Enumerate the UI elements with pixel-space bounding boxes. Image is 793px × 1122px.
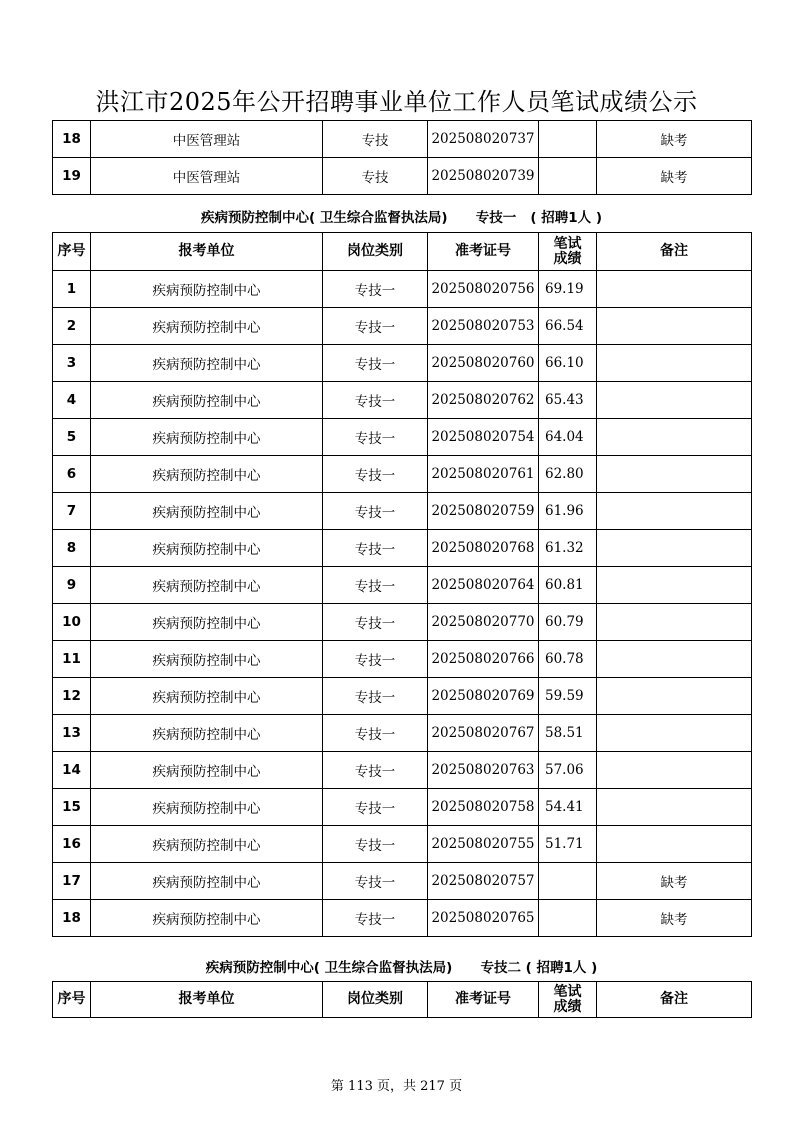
row-score: 51.71	[539, 826, 597, 863]
header-note: 备注	[597, 982, 752, 1018]
section-heading-2	[52, 956, 751, 976]
row-unit: 疾病预防控制中心	[91, 456, 323, 493]
row-note	[597, 641, 752, 678]
row-score: 64.04	[539, 419, 597, 456]
row-note: 缺考	[597, 158, 752, 195]
table-header-row	[53, 982, 752, 1018]
table-row	[53, 715, 752, 752]
row-number: 15	[53, 789, 91, 826]
section-post: 专技二	[480, 960, 521, 976]
row-number: 1	[53, 271, 91, 308]
row-note	[597, 382, 752, 419]
row-exam-id: 202508020756	[428, 271, 539, 308]
row-note	[597, 752, 752, 789]
header-score: 笔试 成绩	[539, 982, 597, 1018]
row-note	[597, 530, 752, 567]
row-score: 66.10	[539, 345, 597, 382]
row-exam-id: 202508020766	[428, 641, 539, 678]
row-exam-id: 202508020769	[428, 678, 539, 715]
row-note	[597, 789, 752, 826]
row-post: 专技一	[323, 826, 428, 863]
row-unit: 疾病预防控制中心	[91, 604, 323, 641]
row-note	[597, 826, 752, 863]
row-post: 专技一	[323, 604, 428, 641]
table-row	[53, 789, 752, 826]
row-number: 13	[53, 715, 91, 752]
row-number: 2	[53, 308, 91, 345]
row-post: 专技	[323, 121, 428, 158]
row-unit: 疾病预防控制中心	[91, 530, 323, 567]
row-score: 54.41	[539, 789, 597, 826]
table-row	[53, 419, 752, 456]
table-row	[53, 530, 752, 567]
row-note	[597, 567, 752, 604]
row-unit: 疾病预防控制中心	[91, 567, 323, 604]
row-post: 专技一	[323, 752, 428, 789]
header-unit: 报考单位	[91, 982, 323, 1018]
row-note	[597, 308, 752, 345]
header-id: 准考证号	[428, 982, 539, 1018]
section-unit: 疾病预防控制中心( 卫生综合监督执法局)	[201, 210, 448, 226]
section-unit: 疾病预防控制中心( 卫生综合监督执法局)	[205, 960, 453, 976]
row-exam-id: 202508020764	[428, 567, 539, 604]
row-note	[597, 419, 752, 456]
row-number: 3	[53, 345, 91, 382]
row-unit: 疾病预防控制中心	[91, 493, 323, 530]
table-row	[53, 900, 752, 937]
row-exam-id: 202508020739	[428, 158, 539, 195]
table-row	[53, 604, 752, 641]
row-note	[597, 715, 752, 752]
row-exam-id: 202508020754	[428, 419, 539, 456]
row-exam-id: 202508020757	[428, 863, 539, 900]
row-exam-id: 202508020758	[428, 789, 539, 826]
row-unit: 疾病预防控制中心	[91, 789, 323, 826]
table-row	[53, 826, 752, 863]
table-row	[53, 271, 752, 308]
row-score: 61.96	[539, 493, 597, 530]
table-row	[53, 158, 752, 195]
row-number: 9	[53, 567, 91, 604]
table-row	[53, 752, 752, 789]
row-number: 11	[53, 641, 91, 678]
row-exam-id: 202508020762	[428, 382, 539, 419]
header-post: 岗位类别	[323, 982, 428, 1018]
row-note: 缺考	[597, 121, 752, 158]
section-quota: ( 招聘1人 )	[525, 960, 598, 976]
row-score	[539, 158, 597, 195]
row-post: 专技一	[323, 271, 428, 308]
row-unit: 疾病预防控制中心	[91, 308, 323, 345]
header-note: 备注	[597, 233, 752, 271]
table-row	[53, 567, 752, 604]
row-number: 4	[53, 382, 91, 419]
section-heading-1	[52, 206, 751, 226]
row-exam-id: 202508020768	[428, 530, 539, 567]
row-post: 专技	[323, 158, 428, 195]
row-score: 60.78	[539, 641, 597, 678]
row-unit: 疾病预防控制中心	[91, 271, 323, 308]
row-unit: 疾病预防控制中心	[91, 641, 323, 678]
row-post: 专技一	[323, 863, 428, 900]
row-unit: 疾病预防控制中心	[91, 752, 323, 789]
row-number: 5	[53, 419, 91, 456]
row-number: 19	[53, 158, 91, 195]
row-note	[597, 604, 752, 641]
row-post: 专技一	[323, 567, 428, 604]
row-note	[597, 493, 752, 530]
table-header-row	[53, 233, 752, 271]
table-row	[53, 308, 752, 345]
row-number: 10	[53, 604, 91, 641]
row-unit: 疾病预防控制中心	[91, 863, 323, 900]
row-score	[539, 863, 597, 900]
row-exam-id: 202508020763	[428, 752, 539, 789]
row-score: 66.54	[539, 308, 597, 345]
row-number: 8	[53, 530, 91, 567]
row-unit: 中医管理站	[91, 158, 323, 195]
page-footer: 第 113 页，共 217 页	[330, 1079, 463, 1094]
row-exam-id: 202508020737	[428, 121, 539, 158]
row-score: 65.43	[539, 382, 597, 419]
header-no: 序号	[53, 982, 91, 1018]
row-score: 62.80	[539, 456, 597, 493]
row-note	[597, 678, 752, 715]
row-post: 专技一	[323, 382, 428, 419]
row-exam-id: 202508020755	[428, 826, 539, 863]
row-exam-id: 202508020761	[428, 456, 539, 493]
table-row	[53, 678, 752, 715]
row-unit: 疾病预防控制中心	[91, 826, 323, 863]
row-number: 14	[53, 752, 91, 789]
row-note	[597, 271, 752, 308]
row-note: 缺考	[597, 863, 752, 900]
row-post: 专技一	[323, 530, 428, 567]
row-unit: 疾病预防控制中心	[91, 678, 323, 715]
row-number: 7	[53, 493, 91, 530]
table-row	[53, 382, 752, 419]
row-post: 专技一	[323, 641, 428, 678]
row-post: 专技一	[323, 678, 428, 715]
header-no: 序号	[53, 233, 91, 271]
row-unit: 疾病预防控制中心	[91, 715, 323, 752]
row-score: 61.32	[539, 530, 597, 567]
row-exam-id: 202508020765	[428, 900, 539, 937]
row-number: 16	[53, 826, 91, 863]
row-exam-id: 202508020759	[428, 493, 539, 530]
table-row	[53, 493, 752, 530]
row-post: 专技一	[323, 715, 428, 752]
row-score: 59.59	[539, 678, 597, 715]
row-post: 专技一	[323, 456, 428, 493]
row-number: 12	[53, 678, 91, 715]
row-unit: 中医管理站	[91, 121, 323, 158]
score-table-section-2	[52, 981, 752, 1018]
row-post: 专技一	[323, 789, 428, 826]
score-table-continued	[52, 120, 752, 195]
table-row	[53, 863, 752, 900]
table-row	[53, 641, 752, 678]
row-unit: 疾病预防控制中心	[91, 345, 323, 382]
section-post: 专技一	[475, 210, 517, 226]
row-score: 60.79	[539, 604, 597, 641]
row-number: 18	[53, 121, 91, 158]
row-score: 58.51	[539, 715, 597, 752]
table-row	[53, 121, 752, 158]
row-note	[597, 345, 752, 382]
row-post: 专技一	[323, 345, 428, 382]
score-table-section-1	[52, 232, 752, 937]
row-exam-id: 202508020767	[428, 715, 539, 752]
section-quota: ( 招聘1人 )	[530, 210, 602, 226]
page-title: 洪江市2025年公开招聘事业单位工作人员笔试成绩公示	[95, 88, 698, 116]
row-exam-id: 202508020753	[428, 308, 539, 345]
row-post: 专技一	[323, 308, 428, 345]
row-score: 60.81	[539, 567, 597, 604]
row-exam-id: 202508020760	[428, 345, 539, 382]
header-post: 岗位类别	[323, 233, 428, 271]
row-unit: 疾病预防控制中心	[91, 419, 323, 456]
row-number: 17	[53, 863, 91, 900]
row-post: 专技一	[323, 493, 428, 530]
header-id: 准考证号	[428, 233, 539, 271]
row-unit: 疾病预防控制中心	[91, 382, 323, 419]
header-score: 笔试 成绩	[539, 233, 597, 271]
row-post: 专技一	[323, 419, 428, 456]
table-row	[53, 345, 752, 382]
row-unit: 疾病预防控制中心	[91, 900, 323, 937]
row-score: 57.06	[539, 752, 597, 789]
row-exam-id: 202508020770	[428, 604, 539, 641]
row-score	[539, 121, 597, 158]
header-unit: 报考单位	[91, 233, 323, 271]
row-number: 18	[53, 900, 91, 937]
row-note	[597, 456, 752, 493]
row-score	[539, 900, 597, 937]
row-post: 专技一	[323, 900, 428, 937]
row-note: 缺考	[597, 900, 752, 937]
row-number: 6	[53, 456, 91, 493]
table-row	[53, 456, 752, 493]
row-score: 69.19	[539, 271, 597, 308]
